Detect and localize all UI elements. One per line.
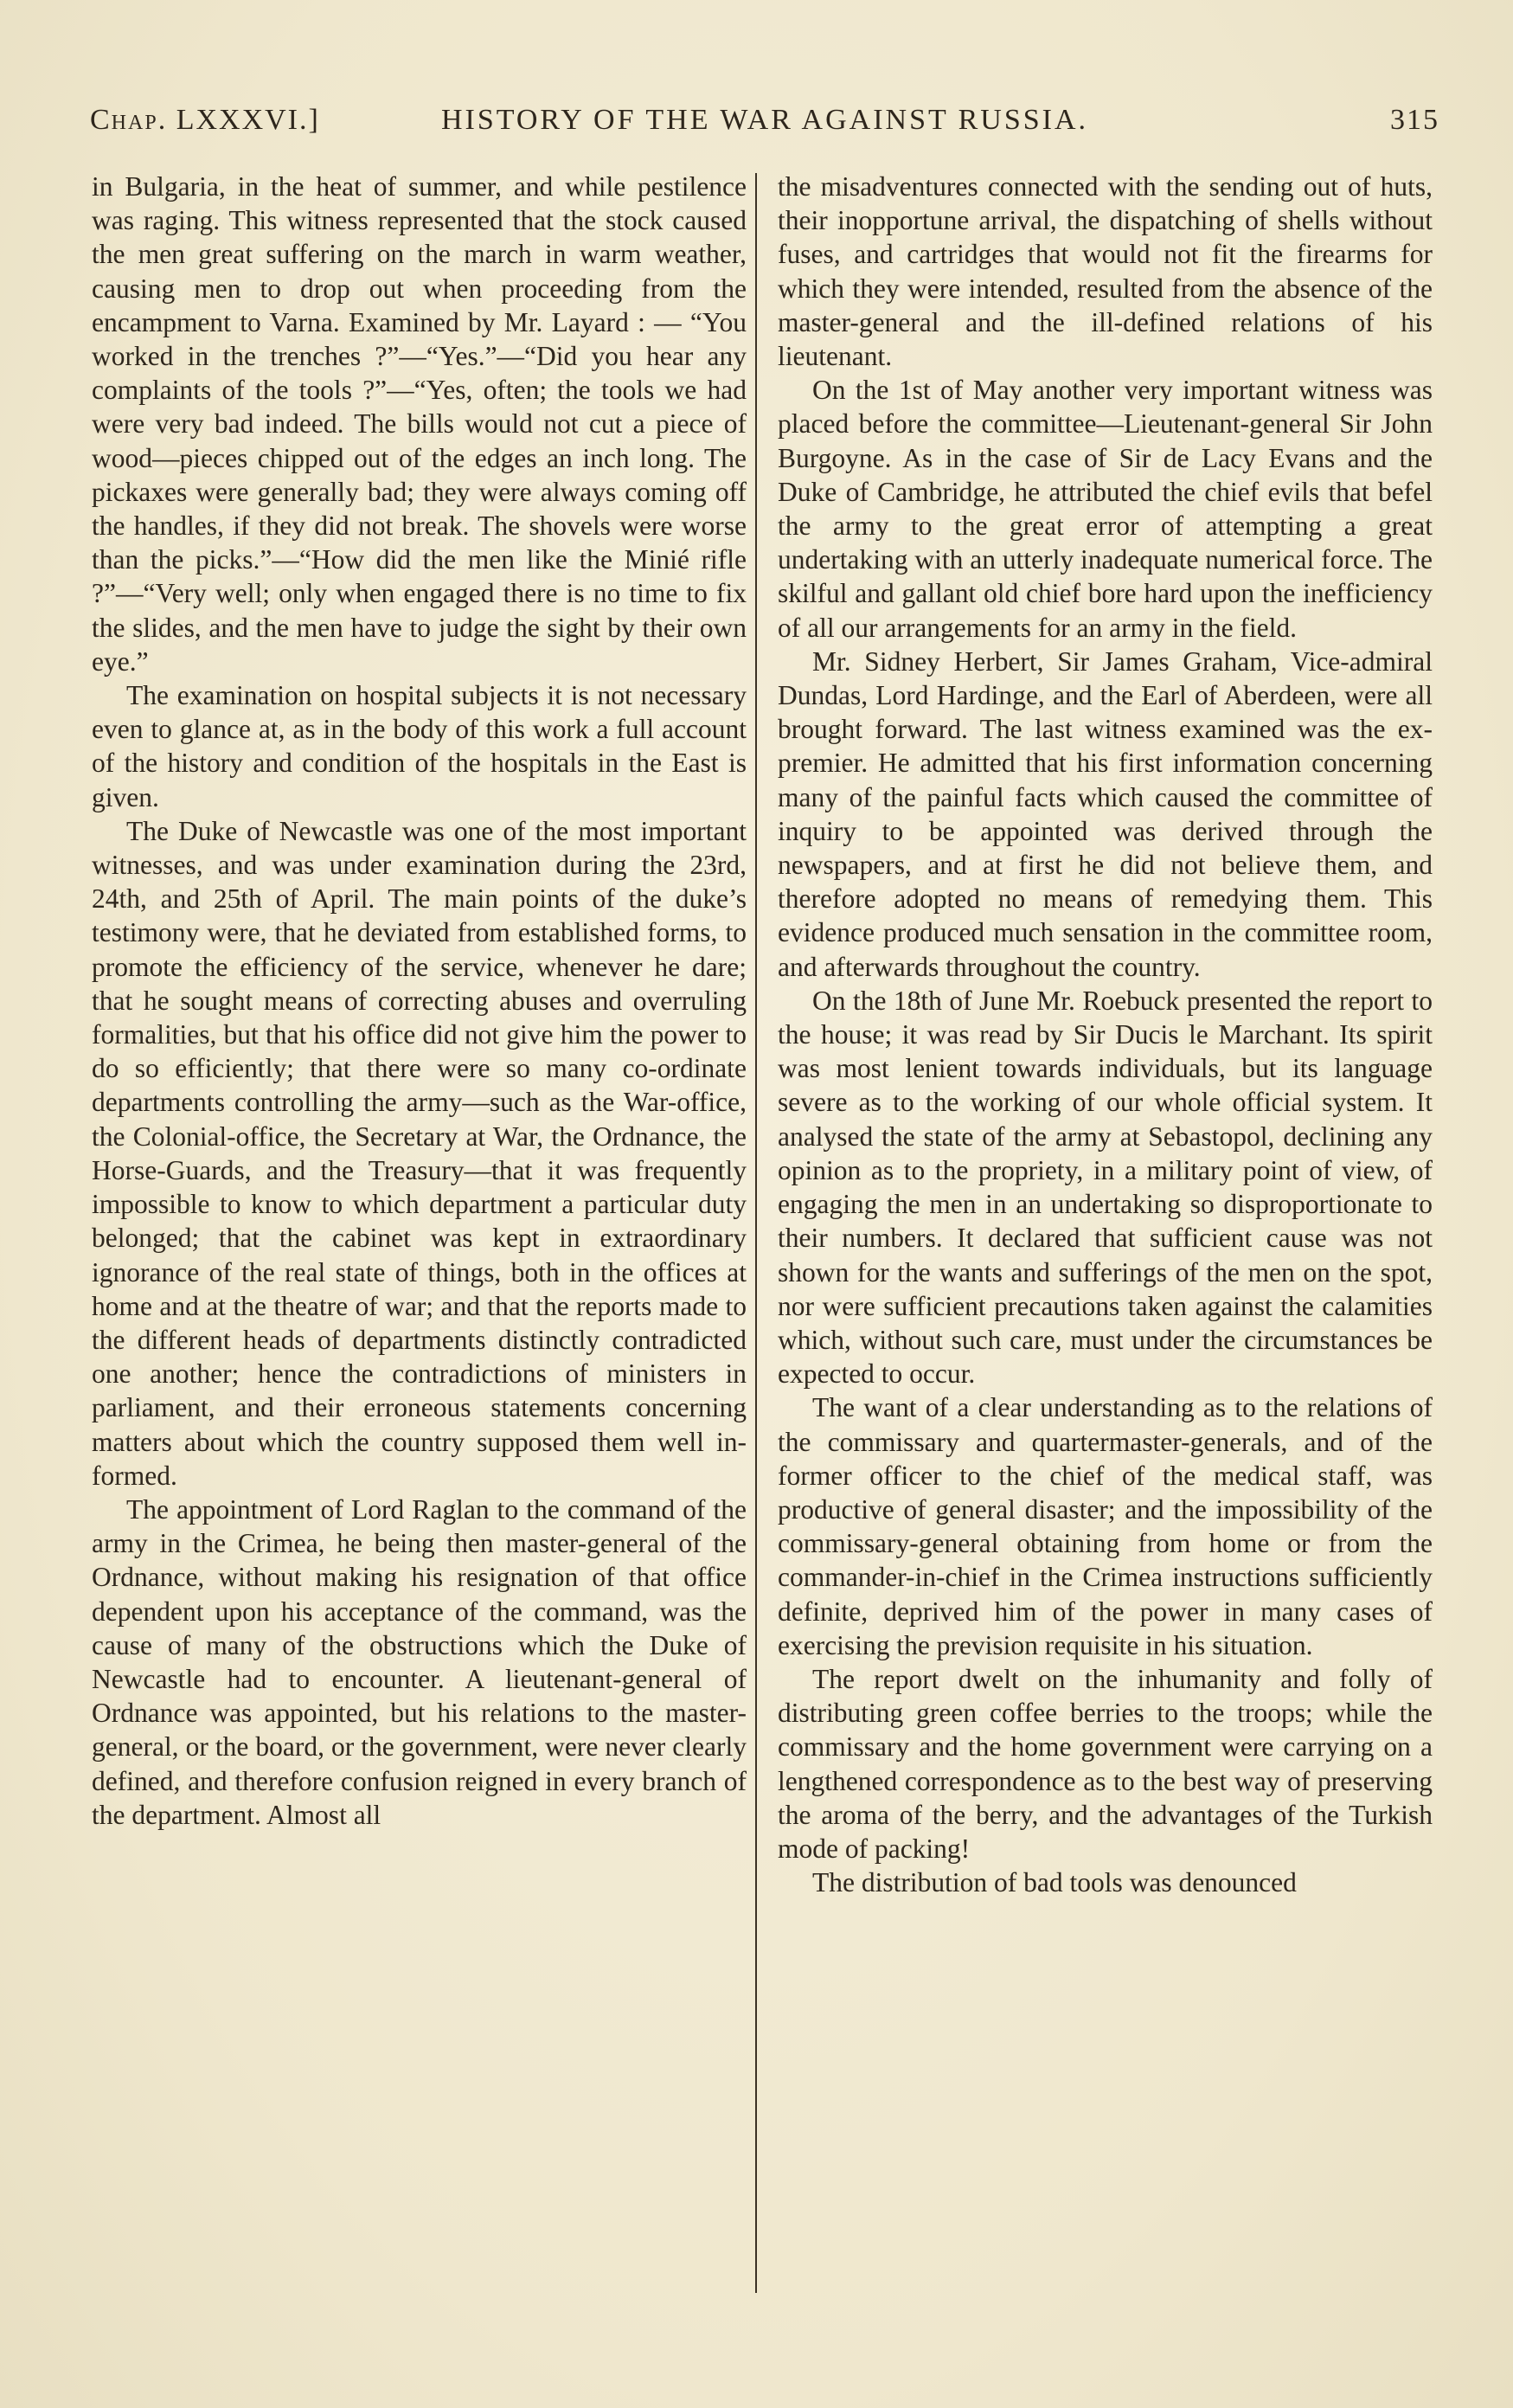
paragraph: The examination on hospital subjects it is not necessary even to glance at, as in the body of this work a full account of the history and condition of the hospitals in the East is given. [92,680,747,812]
paragraph: On the 1st of May another very important witness was placed before the committee—Lieutenant-general Sir John Burgoyne. As in the case of Sir de Lacy Evans and the Duke of Cambridge, he attributed the chief evils that befel the army to the great error of attempting a great undertaking with an utterly inadequate numerical force. The skilful and gallant old chief bore hard upon the inefficiency of all our arrangements for an army in the field. [778,375,1433,643]
chapter-label: Chap. LXXXVI.] [90,104,320,136]
page-number: 315 [1390,104,1439,136]
right-column [778,170,1433,1899]
paragraph: The appointment of Lord Raglan to the command of the army in the Crimea, he being then master-general of the Ordnance, without making his resignation of that office dependent upon his acceptance of the command, was the cause of many of the obstructions which the Duke of Newcastle had to encounter. A lieutenant-general of Ordnance was appointed, but his relations to the master-general, or the board, or the government, were never clearly defined, and therefore confusion reigned in every branch of the department. Almost all [92,1493,747,1830]
left-column [92,170,747,1832]
paragraph: The want of a clear understanding as to the relations of the commissary and quartermaster-generals, and of the former officer to the chief of the medical staff, was productive of general disaster; and the impossibility of the commissary-general obtaining from home or from the commander-in-chief in the Crimea instructions sufficiently definite, deprived him of the power in many cases of exercising the prevision requisite in his situation. [778,1392,1433,1660]
column-divider [755,173,757,2293]
paragraph: the misadventures connected with the sending out of huts, their inopportune arrival, the dispatching of shells without fuses, and cartridges that would not fit the firearms for which they were intended, resulted from the absence of the master-general and the ill-defined relations of his lieutenant. [778,171,1433,372]
running-header [90,95,1439,147]
running-title: HISTORY OF THE WAR AGAINST RUSSIA. [440,104,1089,136]
paragraph: Mr. Sidney Herbert, Sir James Graham, Vice-admiral Dundas, Lord Hardinge, and the Earl of Aberdeen, were all brought forward. The last witness examined was the ex-premier. He admitted that his first information concerning many of the painful facts which caused the committee of inquiry to be appointed was derived through the newspapers, and at first he did not believe them, and therefore adopted no means of remedying them. This evidence produced much sensation in the committee room, and afterwards throughout the country. [778,645,1433,982]
paragraph: in Bulgaria, in the heat of summer, and while pestilence was raging. This witness represented that the stock caused the men great suffering on the march in warm weather, causing men to drop out when proceeding from the encampment to Varna. Examined by Mr. Layard : — “You worked in the trenches ?”—“Yes.”—“Did you hear any complaints of the tools ?”—“Yes, often; the tools we had were very bad indeed. The bills would not cut a piece of wood—pieces chipped out of the edges an inch long. The pickaxes were generally bad; they were always coming off the handles, if they did not break. The shovels were worse than the picks.”—“How did the men like the Minié rifle ?”—“Very well; only when engaged there is no time to fix the slides, and the men have to judge the sight by their own eye.” [92,171,747,677]
paragraph: The distribution of bad tools was denounced [812,1867,1297,1898]
paragraph: On the 18th of June Mr. Roebuck presented the report to the house; it was read by Sir Ducis le Marchant. Its spirit was most lenient towards individuals, but its language severe as to the working of our whole official system. It analysed the state of the army at Sebastopol, declining any opinion as to the propriety, in a military point of view, of engaging the men in an undertaking so disproportionate to their numbers. It declared that sufficient cause was not shown for the wants and sufferings of the men on the spot, nor were sufficient precautions taken against the calamities which, without such care, must under the circumstances be expected to occur. [778,985,1433,1390]
paragraph: The report dwelt on the inhumanity and folly of distributing green coffee berries to the troops; while the commissary and the home government were carrying on a lengthened correspondence as to the best way of preserving the aroma of the berry, and the advantages of the Turkish mode of packing! [778,1663,1433,1864]
paragraph: The Duke of Newcastle was one of the most important witnesses, and was under examination during the 23rd, 24th, and 25th of April. The main points of the duke’s testimony were, that he deviated from established forms, to promote the efficiency of the service, whenever he dare; that he sought means of correcting abuses and overruling formalities, but that his office did not give him the power to do so efficiently; that there were so many co-ordinate departments controlling the army—such as the War-office, the Colonial-office, the Secretary at War, the Ordnance, the Horse-Guards, and the Treasury—that it was frequently impossible to know to which department a particular duty belonged; that the cabinet was kept in extraordinary ignorance of the real state of things, both in the offices at home and at the theatre of war; and that the reports made to the different heads of departments distinctly contradicted one another; hence the contradictions of ministers in parliament, and their erroneous statements concerning matters about which the country supposed them well informed. [92,815,747,1491]
